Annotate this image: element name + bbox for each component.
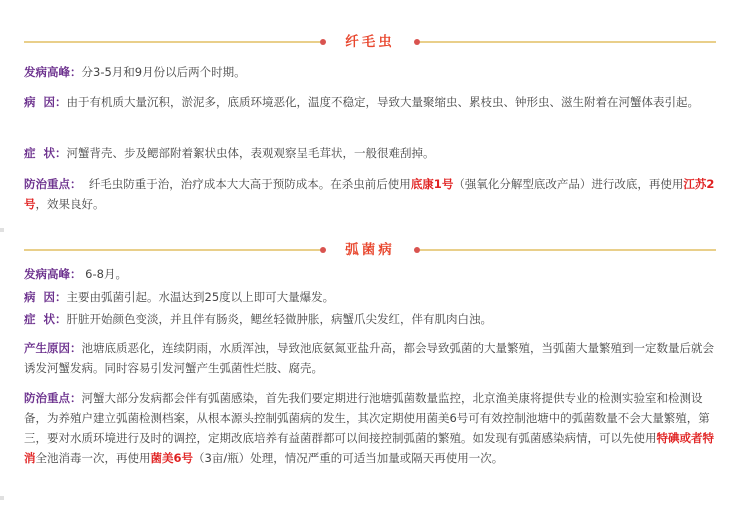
control-label: 防治重点： [24, 391, 82, 405]
symptom-label: 症 状： [24, 312, 67, 326]
symptom-text: 肝脏开始颜色变淡，并且伴有肠炎，鳃丝轻微肿胀，病蟹爪尖发红，伴有肌肉白浊。 [66, 312, 493, 326]
section-title: 纤毛虫 [345, 34, 395, 50]
origin-label: 产生原因： [24, 341, 82, 355]
product-name: 江苏2号 [24, 177, 715, 211]
control-text-3: （3亩/瓶）处理，情况严重的可适当加量或隔天再使用一次。 [193, 451, 504, 465]
cause-paragraph [24, 92, 716, 112]
control-paragraph [24, 388, 716, 468]
peak-text: 分3-5月和9月份以后两个时期。 [81, 65, 246, 79]
cause-label: 病 因： [24, 95, 67, 109]
section-title: 弧菌病 [345, 242, 395, 258]
divider-line-right [420, 249, 716, 251]
cause-text: 主要由弧菌引起。水温达到25度以上即可大量爆发。 [66, 290, 335, 304]
cause-text: 由于有机质大量沉积，淤泥多，底质环境恶化，温度不稳定，导致大量聚缩虫、累枝虫、钟形虫、滋生附着在河蟹体表引起。 [66, 95, 700, 109]
control-text-1: 纤毛虫防重于治，治疗成本大大高于预防成本。在杀虫前后使用 [88, 177, 411, 191]
product-name: 特碘或者特消 [24, 431, 714, 465]
product-name: 底康1号 [410, 177, 454, 191]
section-header-ciliate [24, 32, 716, 52]
control-text-3: ，效果良好。 [35, 197, 105, 211]
control-text-2: （强氧化分解型底改产品）进行改底，再使用 [453, 177, 684, 191]
section-header-vibrio [24, 240, 716, 260]
peak-text: 6-8月。 [85, 267, 127, 281]
origin-text: 池塘底质恶化，连续阴雨，水质浑浊，导致池底氨氮亚盐升高，都会导致弧菌的大量繁殖，当弧菌大量繁殖到一定数量后就会诱发河蟹发病。同时容易引发河蟹产生弧菌性烂肢、腐壳。 [24, 341, 714, 375]
edge-marker [0, 496, 4, 500]
product-name: 菌美6号 [150, 451, 194, 465]
peak-label: 发病高峰： [24, 267, 82, 281]
peak-paragraph [24, 264, 716, 284]
symptom-label: 症 状： [24, 146, 67, 160]
control-text-1: 河蟹大部分发病都会伴有弧菌感染，首先我们要定期进行池塘弧菌数量监控，北京渔美康将提供专业的检测实验室和检测设备，为养殖户建立弧菌检测档案，从根本源头控制弧菌病的发生，其次定期使用菌美6号可有效控制池塘中的弧菌数量不会大量繁殖，第三，要对水质环境进行及时的调控，定期改底培养有益菌群都可以间接控制弧菌的繁殖。如发现有弧菌感染病情，可以先使用 [24, 391, 710, 445]
control-text-2: 全池消毒一次，再使用 [35, 451, 151, 465]
origin-paragraph [24, 338, 716, 378]
cause-label: 病 因： [24, 290, 67, 304]
divider-line-right [420, 41, 716, 43]
peak-label: 发病高峰： [24, 65, 82, 79]
symptom-paragraph [24, 309, 716, 329]
peak-paragraph [24, 62, 716, 82]
symptom-text: 河蟹背壳、步及鳃部附着絮状虫体，表观观察呈毛茸状，一般很难刮掉。 [66, 146, 435, 160]
control-paragraph [24, 174, 716, 214]
cause-paragraph [24, 287, 716, 307]
edge-marker [0, 228, 4, 232]
control-label: 防治重点： [24, 177, 82, 191]
symptom-paragraph [24, 143, 716, 163]
